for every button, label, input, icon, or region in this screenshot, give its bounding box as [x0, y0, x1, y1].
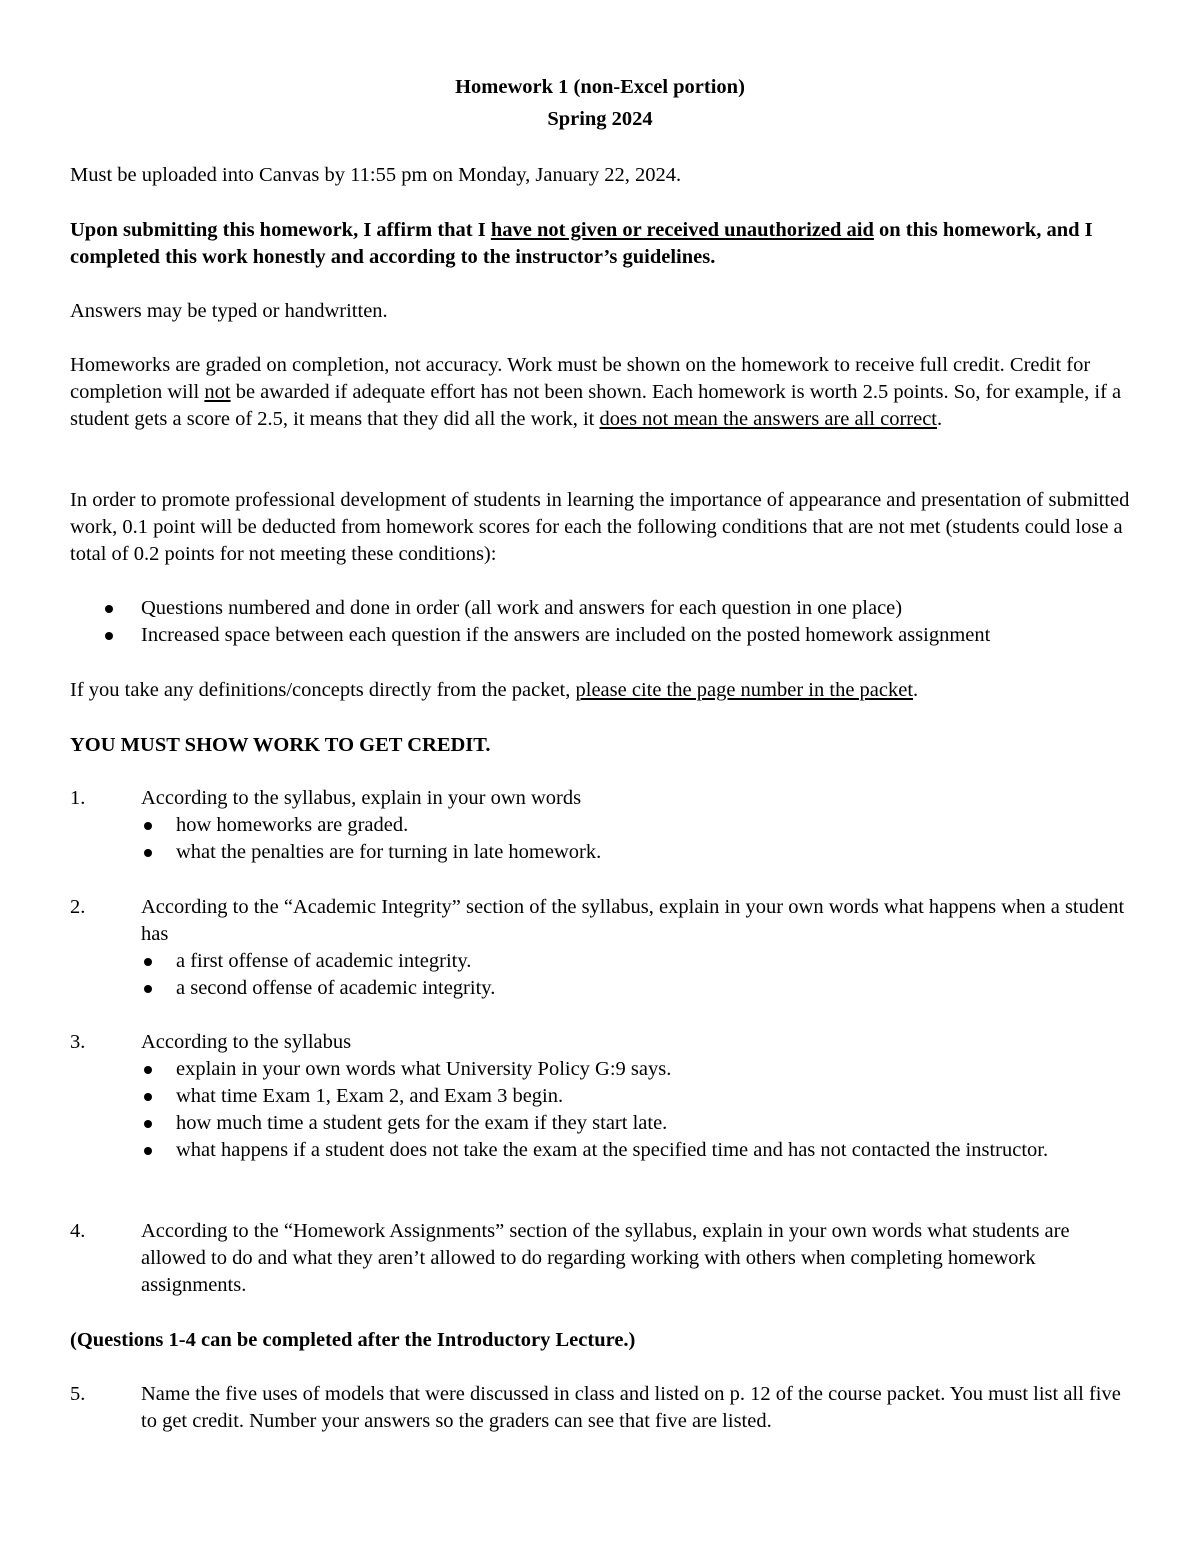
question-bullet: a second offense of academic integrity.	[176, 975, 1136, 1002]
question-bullet: what the penalties are for turning in late homework.	[176, 839, 1136, 866]
question-bullet: explain in your own words what University Policy G:9 says.	[176, 1056, 1136, 1083]
question-number: 5.	[70, 1383, 86, 1405]
question-text: According to the syllabus, explain in your own words	[141, 787, 582, 809]
affirmation-part2: on this homework, and I completed this work honestly and according to the instructor’s guidelines.	[70, 219, 1093, 268]
question-bullet: a first offense of academic integrity.	[176, 948, 1136, 975]
presentation-paragraph: In order to promote professional development of students in learning the importance of appearance and presentation of submitted work, 0.1 point will be deducted from homework scores for each the following conditions that are not met (students could lose a total of 0.2 points for not meeting these conditions):	[70, 489, 1130, 565]
grading-part3: .	[937, 408, 943, 430]
question-text: According to the “Academic Integrity” section of the syllabus, explain in your own words what happens when a student has	[141, 896, 1125, 945]
question-bullet: how much time a student gets for the exam if they start late.	[176, 1110, 1136, 1137]
affirmation-part1: Upon submitting this homework, I affirm that I	[70, 219, 491, 241]
document-term: Spring 2024	[547, 108, 653, 130]
condition-item: Questions numbered and done in order (all work and answers for each question in one place)	[141, 595, 1141, 622]
answers-note: Answers may be typed or handwritten.	[70, 300, 388, 322]
document-title: Homework 1 (non-Excel portion)	[455, 76, 745, 98]
question-number: 4.	[70, 1220, 86, 1242]
grading-underlined-correct: does not mean the answers are all correct	[599, 408, 937, 430]
question-text: Name the five uses of models that were discussed in class and listed on p. 12 of the course packet. You must list all five to get credit. Number your answers so the graders can see that five are listed.	[141, 1383, 1121, 1432]
intro-lecture-note: (Questions 1-4 can be completed after the Introductory Lecture.)	[70, 1329, 636, 1351]
question-number: 1.	[70, 787, 86, 809]
grading-paragraph	[70, 352, 1135, 433]
cite-part2: .	[913, 679, 919, 701]
grading-underlined-not: not	[204, 381, 231, 403]
cite-part1: If you take any definitions/concepts directly from the packet,	[70, 679, 576, 701]
affirmation-statement	[70, 217, 1135, 271]
question-bullet: how homeworks are graded.	[176, 812, 1136, 839]
cite-underlined: please cite the page number in the packet	[575, 679, 914, 701]
question-text: According to the syllabus	[141, 1031, 352, 1053]
question-bullet: what happens if a student does not take the exam at the specified time and has not contacted the instructor.	[176, 1137, 1136, 1164]
question-text: According to the “Homework Assignments” section of the syllabus, explain in your own words what students are allowed to do and what they aren’t allowed to do regarding working with others when completing homework assignments.	[141, 1220, 1070, 1296]
affirmation-underlined: have not given or received unauthorized aid	[490, 219, 874, 241]
question-number: 3.	[70, 1031, 86, 1053]
cite-instruction	[70, 677, 1135, 704]
show-work-heading: YOU MUST SHOW WORK TO GET CREDIT.	[70, 734, 491, 756]
question-bullet: what time Exam 1, Exam 2, and Exam 3 begin.	[176, 1083, 1136, 1110]
condition-item: Increased space between each question if the answers are included on the posted homework assignment	[141, 622, 1141, 649]
due-date-text: Must be uploaded into Canvas by 11:55 pm on Monday, January 22, 2024.	[70, 164, 682, 186]
question-number: 2.	[70, 896, 86, 918]
grading-part1: Homeworks are graded on completion, not accuracy. Work must be shown on the homework to receive full credit. Credit for completion will	[70, 354, 1091, 403]
grading-part2: be awarded if adequate effort has not been shown. Each homework is worth 2.5 points. So, for example, if a student gets a score of 2.5, it means that they did all the work, it	[70, 381, 1122, 430]
